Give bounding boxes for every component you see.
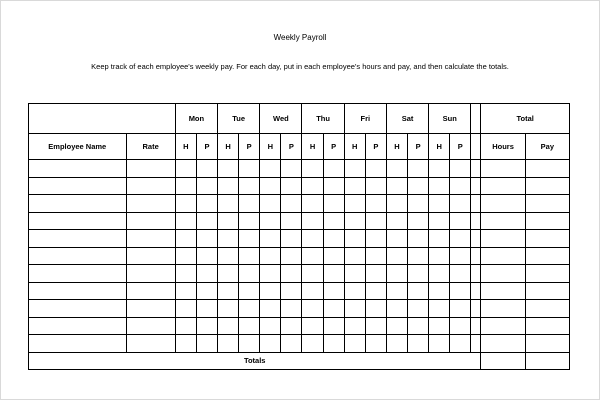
table-cell[interactable] [29,300,127,318]
totals-row [29,352,570,369]
table-cell[interactable] [386,247,407,265]
table-cell[interactable] [260,160,281,178]
table-cell[interactable] [239,195,260,213]
table-cell[interactable] [29,335,127,353]
day-header-mon: Mon [175,104,217,134]
table-cell[interactable] [481,300,525,318]
table-cell[interactable] [323,317,344,335]
table-cell[interactable] [323,160,344,178]
day-header-sat: Sat [386,104,428,134]
gap-cell [471,134,481,160]
sat-pay-header: P [408,134,429,160]
table-cell[interactable] [196,177,217,195]
table-cell[interactable] [175,160,196,178]
table-cell[interactable] [29,265,127,283]
table-cell[interactable] [260,195,281,213]
table-cell[interactable] [218,282,239,300]
table-cell[interactable] [429,230,450,248]
table-cell[interactable] [450,160,471,178]
table-cell[interactable] [126,265,175,283]
table-cell[interactable] [386,265,407,283]
table-cell[interactable] [126,247,175,265]
table-cell[interactable] [302,247,323,265]
table-cell[interactable] [408,160,429,178]
table-cell[interactable] [365,195,386,213]
sun-pay-header: P [450,134,471,160]
table-cell[interactable] [218,335,239,353]
table-cell[interactable] [218,160,239,178]
table-cell[interactable] [365,317,386,335]
total-pay-cell[interactable] [525,352,569,369]
table-cell[interactable] [323,335,344,353]
table-cell[interactable] [239,177,260,195]
table-cell[interactable] [260,265,281,283]
table-cell[interactable] [218,265,239,283]
table-cell[interactable] [281,177,302,195]
table-cell[interactable] [525,265,569,283]
table-cell[interactable] [196,300,217,318]
table-cell[interactable] [196,160,217,178]
table-cell[interactable] [196,195,217,213]
table-cell[interactable] [450,212,471,230]
gap-cell [471,212,481,230]
table-cell[interactable] [175,335,196,353]
table-cell[interactable] [260,317,281,335]
table-cell[interactable] [302,317,323,335]
table-cell[interactable] [196,265,217,283]
table-cell[interactable] [386,282,407,300]
gap-cell [471,317,481,335]
table-cell[interactable] [525,247,569,265]
table-cell[interactable] [386,230,407,248]
table-cell[interactable] [450,265,471,283]
table-cell[interactable] [525,177,569,195]
table-cell[interactable] [429,300,450,318]
table-cell[interactable] [408,300,429,318]
table-cell[interactable] [450,195,471,213]
table-cell[interactable] [365,265,386,283]
table-cell[interactable] [429,177,450,195]
gap-cell [471,300,481,318]
table-cell[interactable] [302,177,323,195]
gap-cell [471,335,481,353]
table-cell[interactable] [408,317,429,335]
table-cell[interactable] [429,317,450,335]
table-cell[interactable] [525,317,569,335]
table-cell[interactable] [408,177,429,195]
table-cell[interactable] [525,282,569,300]
table-cell[interactable] [281,300,302,318]
table-cell[interactable] [481,160,525,178]
hours-header: Hours [481,134,525,160]
gap-cell [471,160,481,178]
total-header: Total [481,104,570,134]
table-cell[interactable] [302,265,323,283]
table-cell[interactable] [450,230,471,248]
day-header-thu: Thu [302,104,344,134]
table-cell[interactable] [344,247,365,265]
table-cell[interactable] [239,160,260,178]
table-cell[interactable] [239,335,260,353]
table-cell[interactable] [239,317,260,335]
table-cell[interactable] [239,282,260,300]
gap-cell [471,104,481,134]
table-cell[interactable] [260,335,281,353]
sun-hours-header: H [429,134,450,160]
table-cell[interactable] [525,160,569,178]
table-cell[interactable] [175,300,196,318]
pay-header: Pay [525,134,569,160]
table-cell[interactable] [481,230,525,248]
table-cell[interactable] [344,335,365,353]
table-cell[interactable] [218,317,239,335]
table-cell[interactable] [344,317,365,335]
table-cell[interactable] [344,300,365,318]
table-cell[interactable] [525,335,569,353]
page-subtitle: Keep track of each employee's weekly pay. For each day, put in each employee's hours and pay, and then calculate the totals. [91,62,509,71]
table-cell[interactable] [218,195,239,213]
total-hours-cell[interactable] [481,352,525,369]
table-cell[interactable] [302,212,323,230]
table-cell[interactable] [175,212,196,230]
table-cell[interactable] [29,247,127,265]
table-cell[interactable] [196,335,217,353]
table-cell[interactable] [126,212,175,230]
table-cell[interactable] [525,195,569,213]
gap-cell [471,265,481,283]
thu-hours-header: H [302,134,323,160]
table-cell[interactable] [175,247,196,265]
sat-hours-header: H [386,134,407,160]
day-header-fri: Fri [344,104,386,134]
table-cell[interactable] [481,282,525,300]
table-cell[interactable] [408,195,429,213]
mon-hours-header: H [175,134,196,160]
table-cell[interactable] [408,282,429,300]
table-cell[interactable] [323,195,344,213]
table-cell[interactable] [344,230,365,248]
table-row [29,300,570,318]
payroll-table [28,103,570,370]
thu-pay-header: P [323,134,344,160]
table-cell[interactable] [408,230,429,248]
table-cell[interactable] [481,195,525,213]
table-cell[interactable] [365,160,386,178]
table-cell[interactable] [481,317,525,335]
table-cell[interactable] [218,177,239,195]
table-cell[interactable] [365,212,386,230]
gap-cell [471,177,481,195]
table-cell[interactable] [323,212,344,230]
table-cell[interactable] [175,195,196,213]
table-cell[interactable] [429,212,450,230]
tue-pay-header: P [239,134,260,160]
table-cell[interactable] [29,177,127,195]
table-cell[interactable] [481,177,525,195]
table-cell[interactable] [29,160,127,178]
table-cell[interactable] [281,160,302,178]
fri-hours-header: H [344,134,365,160]
table-cell[interactable] [408,335,429,353]
table-cell[interactable] [175,265,196,283]
table-cell[interactable] [344,212,365,230]
table-cell[interactable] [281,212,302,230]
table-cell[interactable] [323,282,344,300]
day-header-row [29,104,570,134]
mon-pay-header: P [196,134,217,160]
table-cell[interactable] [260,212,281,230]
table-row [29,195,570,213]
table-cell[interactable] [196,282,217,300]
table-cell[interactable] [302,160,323,178]
table-cell[interactable] [344,265,365,283]
table-cell[interactable] [365,230,386,248]
table-cell[interactable] [386,300,407,318]
table-cell[interactable] [344,195,365,213]
table-cell[interactable] [323,300,344,318]
table-cell[interactable] [323,265,344,283]
table-cell[interactable] [29,195,127,213]
table-cell[interactable] [281,317,302,335]
column-header-row [29,134,570,160]
table-cell[interactable] [29,282,127,300]
table-cell[interactable] [239,230,260,248]
table-cell[interactable] [429,335,450,353]
table-cell[interactable] [260,230,281,248]
table-cell[interactable] [302,300,323,318]
table-cell[interactable] [126,300,175,318]
table-cell[interactable] [196,247,217,265]
table-cell[interactable] [386,160,407,178]
fri-pay-header: P [365,134,386,160]
table-cell[interactable] [481,212,525,230]
tue-hours-header: H [218,134,239,160]
table-cell[interactable] [126,230,175,248]
wed-hours-header: H [260,134,281,160]
table-cell[interactable] [386,177,407,195]
table-cell[interactable] [126,282,175,300]
table-cell[interactable] [281,230,302,248]
table-cell[interactable] [344,160,365,178]
table-cell[interactable] [450,282,471,300]
table-row [29,265,570,283]
table-cell[interactable] [126,177,175,195]
table-cell[interactable] [386,335,407,353]
table-cell[interactable] [365,247,386,265]
table-cell[interactable] [126,195,175,213]
table-cell[interactable] [126,335,175,353]
table-cell[interactable] [29,230,127,248]
table-cell[interactable] [239,300,260,318]
table-cell[interactable] [450,247,471,265]
table-cell[interactable] [260,247,281,265]
table-cell[interactable] [218,247,239,265]
table-cell[interactable] [260,300,281,318]
day-header-tue: Tue [218,104,260,134]
table-cell[interactable] [281,247,302,265]
table-cell[interactable] [260,177,281,195]
table-cell[interactable] [481,247,525,265]
table-cell[interactable] [450,300,471,318]
table-cell[interactable] [386,317,407,335]
table-cell[interactable] [344,177,365,195]
table-cell[interactable] [281,195,302,213]
table-cell[interactable] [429,265,450,283]
table-cell[interactable] [481,265,525,283]
gap-cell [471,282,481,300]
table-cell[interactable] [429,195,450,213]
table-cell[interactable] [323,247,344,265]
table-cell[interactable] [365,300,386,318]
table-cell[interactable] [239,265,260,283]
table-cell[interactable] [302,335,323,353]
table-cell[interactable] [29,212,127,230]
table-cell[interactable] [175,282,196,300]
table-cell[interactable] [365,335,386,353]
table-cell[interactable] [408,247,429,265]
table-cell[interactable] [126,317,175,335]
table-cell[interactable] [281,335,302,353]
table-cell[interactable] [218,300,239,318]
day-header-wed: Wed [260,104,302,134]
totals-label: Totals [29,352,481,369]
table-row [29,212,570,230]
table-cell[interactable] [196,230,217,248]
table-cell[interactable] [525,230,569,248]
table-cell[interactable] [408,212,429,230]
table-cell[interactable] [429,247,450,265]
table-cell[interactable] [302,282,323,300]
table-cell[interactable] [175,230,196,248]
table-cell[interactable] [29,317,127,335]
table-cell[interactable] [175,177,196,195]
table-cell[interactable] [281,265,302,283]
table-cell[interactable] [450,177,471,195]
table-cell[interactable] [196,317,217,335]
table-row [29,247,570,265]
table-cell[interactable] [302,230,323,248]
table-row [29,177,570,195]
employee-name-header: Employee Name [29,134,127,160]
table-cell[interactable] [323,230,344,248]
table-cell[interactable] [365,177,386,195]
table-cell[interactable] [450,335,471,353]
table-row [29,230,570,248]
table-row [29,317,570,335]
table-cell[interactable] [408,265,429,283]
gap-cell [471,230,481,248]
table-cell[interactable] [450,317,471,335]
table-cell[interactable] [218,212,239,230]
gap-cell [471,247,481,265]
table-cell[interactable] [365,282,386,300]
table-row [29,335,570,353]
table-cell[interactable] [525,212,569,230]
table-cell[interactable] [281,282,302,300]
table-cell[interactable] [323,177,344,195]
table-cell[interactable] [239,212,260,230]
table-cell[interactable] [175,317,196,335]
table-row [29,282,570,300]
table-cell[interactable] [525,300,569,318]
table-cell[interactable] [196,212,217,230]
table-cell[interactable] [386,212,407,230]
day-header-sun: Sun [429,104,471,134]
wed-pay-header: P [281,134,302,160]
table-cell[interactable] [302,195,323,213]
table-cell[interactable] [260,282,281,300]
blank-header-cell [29,104,176,134]
table-cell[interactable] [386,195,407,213]
rate-header: Rate [126,134,175,160]
table-row [29,160,570,178]
table-cell[interactable] [218,230,239,248]
table-cell[interactable] [481,335,525,353]
table-cell[interactable] [239,247,260,265]
page-title: Weekly Payroll [273,33,327,42]
gap-cell [471,195,481,213]
table-cell[interactable] [344,282,365,300]
table-cell[interactable] [126,160,175,178]
table-cell[interactable] [429,160,450,178]
table-cell[interactable] [429,282,450,300]
